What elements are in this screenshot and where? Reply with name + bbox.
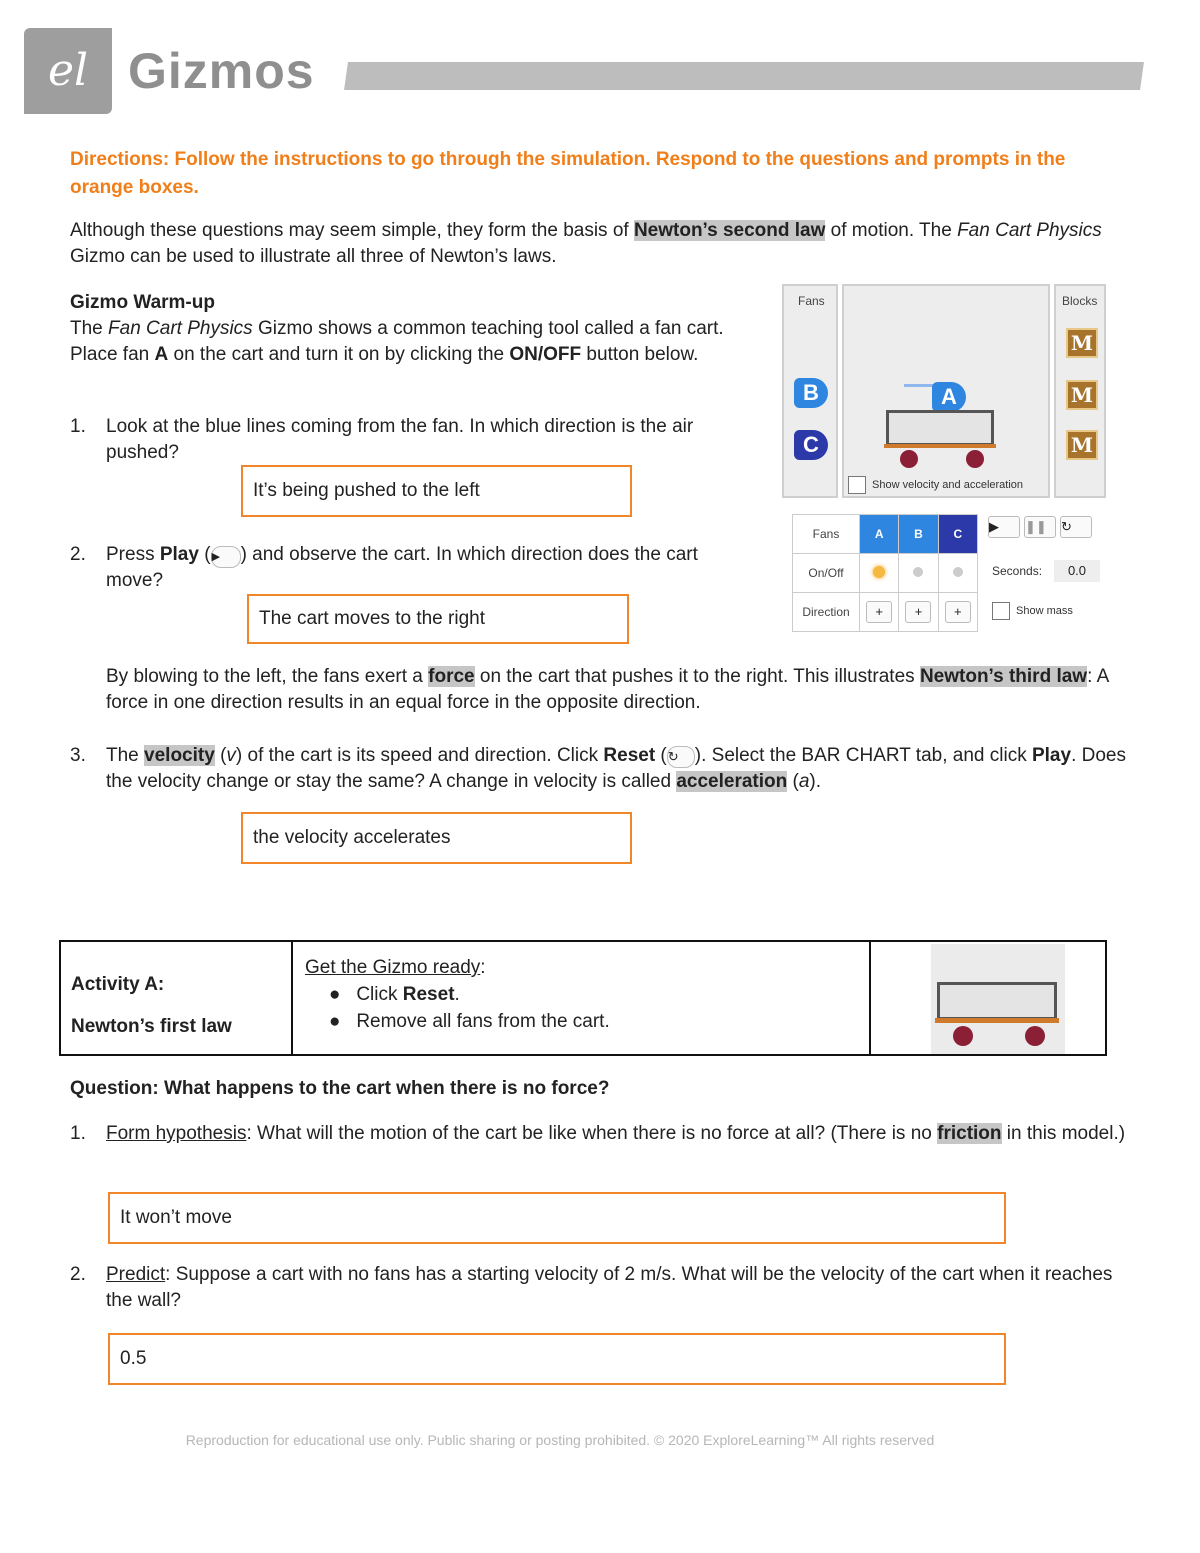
aq1-answer-box[interactable] xyxy=(108,1192,1006,1244)
cart-wheel-right xyxy=(966,450,984,468)
mass-block-1[interactable]: M xyxy=(1066,328,1098,358)
reset-icon: ↻ xyxy=(667,746,695,768)
col-b-header: B xyxy=(899,515,938,554)
aq2-text: Predict: Suppose a cart with no fans has a starting velocity of 2 m/s. What will be the velocity of the cart when it reaches the wall? xyxy=(106,1264,1113,1311)
warmup-section xyxy=(70,290,750,368)
bullet-reset: ● Click Reset. xyxy=(329,984,460,1005)
play-icon: ▶ xyxy=(211,546,241,568)
activity-title: Activity A: xyxy=(71,974,165,995)
get-ready-heading: Get the Gizmo ready xyxy=(305,957,481,978)
q1-number: 1. xyxy=(70,416,86,437)
aq2-answer: 0.5 xyxy=(120,1348,147,1369)
activity-title-cell xyxy=(60,941,292,1055)
warmup-title: Gizmo Warm-up xyxy=(70,292,215,313)
mass-block-2[interactable]: M xyxy=(1066,380,1098,410)
q2-number: 2. xyxy=(70,544,86,565)
fan-a-icon[interactable]: A xyxy=(932,382,966,412)
activity-subtitle: Newton’s first law xyxy=(71,1016,232,1037)
footer-copyright: Reproduction for educational use only. Public sharing or posting prohibited. © 2020 ExploreLearning™ All rights reserved xyxy=(185,1432,935,1448)
mass-block-3[interactable]: M xyxy=(1066,430,1098,460)
q3-text: The velocity (v) of the cart is its speed and direction. Click Reset (↻ ). Select the BAR CHART tab, and click Play. Does the velocity change or stay the same? A change in velocity is called acceleration (a). xyxy=(106,745,1126,792)
show-velocity-label: Show velocity and acceleration xyxy=(872,479,1024,491)
q3-number: 3. xyxy=(70,745,86,766)
onoff-c-button[interactable] xyxy=(938,554,977,593)
direction-a-button[interactable]: + xyxy=(860,593,899,632)
fan-c-icon[interactable]: C xyxy=(794,430,828,460)
aq2-number: 2. xyxy=(70,1264,86,1285)
q3-answer: the velocity accelerates xyxy=(253,827,451,848)
show-mass-label: Show mass xyxy=(1016,605,1073,617)
checkbox-icon xyxy=(992,602,1010,620)
show-mass-checkbox[interactable] xyxy=(992,602,1073,620)
aq1-text: Form hypothesis: What will the motion of the cart be like when there is no force at all? (There is no friction in this model.) xyxy=(106,1123,1126,1144)
fans-label: Fans xyxy=(798,294,825,308)
pause-button[interactable]: ❚❚ xyxy=(1024,516,1056,538)
seconds-label: Seconds: xyxy=(992,564,1043,578)
blocks-panel xyxy=(1054,284,1106,498)
direction-row-label: Direction xyxy=(793,593,860,632)
q1-text: Look at the blue lines coming from the fan. In which direction is the air pushed? xyxy=(106,416,694,463)
aq2-answer-box[interactable] xyxy=(108,1333,1006,1385)
cart-body xyxy=(886,410,994,446)
checkbox-icon xyxy=(848,476,866,494)
aq1-number: 1. xyxy=(70,1123,86,1144)
cart-base xyxy=(884,444,996,448)
gizmos-wordmark: Gizmos xyxy=(128,43,315,99)
simulation-controls xyxy=(792,514,1112,626)
activity-table xyxy=(59,940,1107,1056)
blocks-label: Blocks xyxy=(1062,294,1098,308)
fans-panel xyxy=(782,284,838,498)
track-panel xyxy=(842,284,1050,498)
q2-text: Press Play (▶ ) and observe the cart. In which direction does the cart move? xyxy=(106,544,698,591)
q1-answer: It’s being pushed to the left xyxy=(253,480,480,501)
activity-image-cell xyxy=(870,941,1106,1055)
simulation-view xyxy=(782,284,1106,500)
activity-instructions-cell: Get the Gizmo ready: ● Click Reset. ● Remove all fans from the cart. xyxy=(292,941,870,1055)
q1-answer-box[interactable] xyxy=(241,465,632,517)
reset-button[interactable]: ↻ xyxy=(1060,516,1092,538)
bullet-remove-fans: ● Remove all fans from the cart. xyxy=(329,1011,610,1032)
onoff-row-label: On/Off xyxy=(793,554,860,593)
aq1-answer: It won’t move xyxy=(120,1207,232,1228)
explorelearning-logo: el xyxy=(24,28,112,114)
third-law-paragraph: By blowing to the left, the fans exert a force on the cart that pushes it to the right. This illustrates Newton’s third law: A force in one direction results in an equal force in the opposite direction. xyxy=(106,666,1109,713)
question-heading: Question: What happens to the cart when there is no force? xyxy=(70,1078,610,1099)
fan-control-table xyxy=(792,514,978,632)
direction-c-button[interactable]: + xyxy=(938,593,977,632)
warmup-text: The Fan Cart Physics Gizmo shows a common teaching tool called a fan cart. Place fan A on the cart and turn it on by clicking the ON/OFF button below. xyxy=(70,318,724,365)
q2-answer-box[interactable] xyxy=(247,594,629,644)
onoff-b-button[interactable] xyxy=(899,554,938,593)
onoff-a-button[interactable] xyxy=(860,554,899,593)
directions-text: Directions: Follow the instructions to go through the simulation. Respond to the questions and prompts in the orange boxes. xyxy=(70,149,1066,198)
seconds-value: 0.0 xyxy=(1054,560,1100,582)
header-bar xyxy=(344,62,1144,90)
play-button[interactable]: ▶ xyxy=(988,516,1020,538)
col-a-header: A xyxy=(860,515,899,554)
col-c-header: C xyxy=(938,515,977,554)
cart-wheel-left xyxy=(900,450,918,468)
cart-image xyxy=(931,944,1065,1054)
q2-answer: The cart moves to the right xyxy=(259,608,485,629)
fans-row-label: Fans xyxy=(793,515,860,554)
direction-b-button[interactable]: + xyxy=(899,593,938,632)
fan-b-icon[interactable]: B xyxy=(794,378,828,408)
q3-answer-box[interactable] xyxy=(241,812,632,864)
intro-paragraph: Although these questions may seem simple, they form the basis of Newton’s second law of motion. The Fan Cart Physics Gizmo can be used to illustrate all three of Newton’s laws. xyxy=(70,220,1102,267)
show-velocity-checkbox[interactable] xyxy=(848,476,1023,494)
